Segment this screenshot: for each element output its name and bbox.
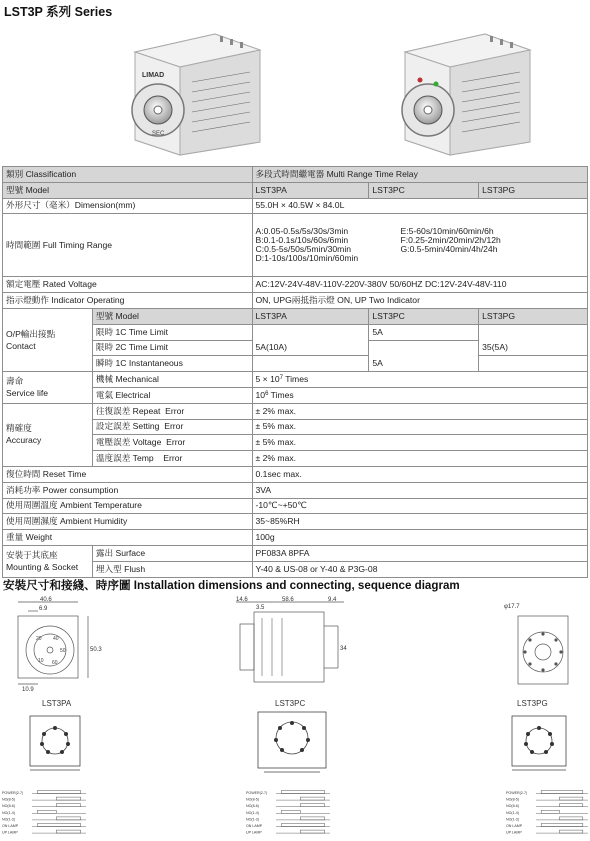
value-cell: 多段式時間繼電器 Multi Range Time Relay [252,167,588,183]
indicator-led-icon [434,82,439,87]
seq-pulse [37,810,56,813]
mech-value: 5 × 10 [255,374,280,385]
seq-row-label: NO(1-4) [506,810,519,815]
seq-row-label: NO(1-4) [246,810,259,815]
dim-width2: 6.9 [39,606,48,612]
front-dimension-drawing [8,596,118,692]
socket-dimension-drawing [500,600,580,690]
svg-text:20: 20 [36,636,42,642]
seq-pulse [37,791,80,794]
label-cell: 使用周圍濕度 Ambient Humidity [3,514,253,530]
mech-exp: 7 [279,375,283,382]
sequence-diagrams [0,786,590,840]
sec-label: SEC [152,131,165,137]
section-title: 安裝尺寸和接綫、時序圖 Installation dimensions and connecting, sequence diagram [3,579,460,592]
seq-row-label: UP LAMP [246,830,262,835]
seq-pulse [559,817,582,820]
op-label [3,308,93,371]
timing-b: B:0.1-0.1s/10s/60s/6min [255,235,349,246]
value-cell [369,340,479,356]
svg-text:50: 50 [60,648,66,654]
sub-label: 限時 1C Time Limit [92,324,252,340]
life-label-zh: 壽命 [6,375,24,386]
mounting-label [3,545,93,577]
dim-bottom: 10.9 [22,687,34,692]
seq-row-label: NO(1-3) [2,817,15,822]
model-cell: LST3PC [369,182,479,198]
seq-pulse [300,804,324,807]
seq-pulse [281,824,324,827]
side-dimension-drawing [232,596,350,692]
dim-width: 40.6 [40,597,52,603]
seq-row-label: NO(8-6) [246,804,259,809]
dim-dia: φ17.7 [504,604,520,610]
svg-text:60: 60 [52,660,58,666]
value-cell [252,387,588,403]
accuracy-label-en: Accuracy [6,435,42,446]
elec-exp: 6 [265,390,269,397]
brand-label: LIMAD [142,72,165,79]
seq-pulse [559,797,582,800]
label-cell: 消耗功率 Power consumption [3,482,253,498]
label-cell: 外形尺寸（毫米）Dimension(mm) [3,198,253,214]
seq-pulse [559,830,582,833]
table-row [3,498,588,514]
dim-d: 3.5 [256,605,265,611]
value-cell [252,372,588,388]
label-cell: 額定電壓 Rated Voltage [3,277,253,293]
seq-pulse [56,817,80,820]
label-cell: 類別 Classification [3,167,253,183]
seq-row-label: ON LAMP [2,824,19,828]
model-cell: LST3PC [369,308,479,324]
wiring-diagram-pc [254,708,330,776]
value-cell: -10℃~+50℃ [252,498,588,514]
seq-row-label: UP LAMP [2,830,18,835]
timing-a: A:0.05-0.5s/5s/30s/3min [255,226,349,237]
table-row [3,372,588,388]
value-cell: 55.0H × 40.5W × 84.0L [252,198,588,214]
label-cell: 復位時間 Reset Time [3,466,253,482]
value-cell: 5A(10A) [252,340,369,356]
sub-label: 露出 Surface [92,545,252,561]
sub-label: 型號 Model [92,308,252,324]
model-cell: LST3PA [252,182,369,198]
seq-row-label: NO(1-3) [506,817,519,822]
seq-row-label: NO(8-5) [246,797,259,802]
value-cell [252,324,369,340]
table-row [3,482,588,498]
value-cell: 35(5A) [479,340,588,356]
table-row [3,308,588,324]
seq-row-label: NO(8-6) [506,804,519,809]
table-row [3,466,588,482]
timing-c: C:0.5-5s/50s/5min/30min [255,244,352,255]
accuracy-label [3,403,93,466]
elec-value: 10 [255,389,266,400]
accuracy-label-zh: 精確度 [6,423,32,434]
svg-text:40: 40 [53,636,59,642]
table-row [3,214,588,277]
timing-e: E:5-60s/10min/60min/6h [400,226,494,237]
seq-row-label: ON LAMP [246,824,263,828]
seq-row-label: NO(8-5) [2,797,15,802]
seq-row-label: UP LAMP [506,830,522,835]
seq-pulse [541,824,583,827]
value-cell: ± 5% max. [252,419,588,435]
wiring-diagram-pa [24,710,86,776]
life-label-en: Service life [6,387,49,398]
label-cell: 使用周圍溫度 Ambient Temperature [3,498,253,514]
seq-row-label: NO(1-3) [246,817,259,822]
dim-b: 58.6 [282,597,294,603]
label-cell: 重量 Weight [3,530,253,546]
dim-height: 50.3 [90,647,102,653]
value-cell: 35~85%RH [252,514,588,530]
sub-label: 電氣 Electrical [92,387,252,403]
seq-pulse [300,817,324,820]
value-cell: PF083A 8PFA [252,545,588,561]
value-cell: ± 5% max. [252,435,588,451]
sub-label: 埋入型 Flush [92,561,252,577]
seq-row-label: ON LAMP [506,824,523,828]
seq-pulse [281,810,300,813]
model-cell: LST3PA [252,308,369,324]
spec-table [2,166,588,578]
seq-pulse [56,797,80,800]
table-row [3,514,588,530]
sub-label: 電壓誤差 Voltage Error [92,435,252,451]
wiring-label-pc: LST3PC [275,699,306,708]
op-label-en: Contact [6,340,36,351]
value-cell [479,356,588,372]
dim-h: 34 [340,646,347,652]
table-row [3,198,588,214]
seq-pulse [300,830,324,833]
value-cell: ± 2% max. [252,451,588,467]
seq-row-label: POWER(2-7) [506,791,528,795]
value-cell: AC:12V-24V-48V-110V-220V-380V 50/60HZ DC:12V-24V-48V-110 [252,277,588,293]
model-cell: LST3PG [479,182,588,198]
model-cell: LST3PG [479,308,588,324]
seq-row-label: NO(8-5) [506,797,519,802]
value-cell: Y-40 & US-08 or Y-40 & P3G-08 [252,561,588,577]
dim-c: 9.4 [328,597,337,603]
timing-f: F:0.25-2min/20min/2h/12h [400,235,501,246]
value-cell [252,356,369,372]
seq-pulse [541,810,559,813]
timing-g: G:0.5-5min/40min/4h/24h [400,244,498,255]
seq-row-label: NO(8-6) [2,804,15,809]
sub-label: 往復誤差 Repeat Error [92,403,252,419]
table-row [3,293,588,309]
seq-row-label: POWER(2-7) [2,791,24,795]
value-cell [479,324,588,340]
dim-a: 14.6 [236,597,248,603]
mounting-label-zh: 安裝于其底座 [6,549,58,560]
seq-row-label: NO(1-4) [2,810,15,815]
indicator-led-icon [418,78,423,83]
value-cell: 5A [369,324,479,340]
table-row [3,167,588,183]
label-cell: 型號 Model [3,182,253,198]
sub-label: 限時 2C Time Limit [92,340,252,356]
seq-pulse [56,830,80,833]
label-cell: 指示燈動作 Indicator Operating [3,293,253,309]
value-cell: 100g [252,530,588,546]
life-label [3,372,93,404]
value-cell: 0.1sec max. [252,466,588,482]
wiring-diagram-pg [506,710,572,776]
seq-pulse [541,791,583,794]
table-row [3,530,588,546]
timing-values [252,214,588,277]
wiring-label-pa: LST3PA [42,699,72,708]
seq-pulse [37,824,80,827]
seq-pulse [281,791,324,794]
seq-pulse [300,797,324,800]
sub-label: 溫度誤差 Temp Error [92,451,252,467]
value-cell: 5A [369,356,479,372]
seq-row-label: POWER(2-7) [246,791,268,795]
op-label-zh: O/P輸出接點 [6,328,56,339]
timing-d: D:1-10s/100s/10min/60min [255,253,359,264]
mech-unit: Times [282,374,309,385]
page-title: LST3P 系列 Series [4,5,113,19]
seq-pulse [56,804,80,807]
value-cell: 3VA [252,482,588,498]
value-cell: ON, UPG兩抵指示燈 ON, UP Two Indicator [252,293,588,309]
table-row [3,545,588,561]
relay-photo-lst3pa [120,22,270,157]
sub-label: 設定誤差 Setting Error [92,419,252,435]
table-row [3,403,588,419]
relay-photo-lst3pg [390,22,540,157]
seq-pulse [559,804,582,807]
elec-unit: Times [268,389,294,400]
svg-text:10: 10 [38,658,44,664]
label-cell: 時間範圍 Full Timing Range [3,214,253,277]
value-cell: ± 2% max. [252,403,588,419]
table-row [3,182,588,198]
wiring-label-pg: LST3PG [517,699,548,708]
mounting-label-en: Mounting & Socket [6,561,79,572]
sub-label: 瞬時 1C Instantaneous [92,356,252,372]
table-row [3,277,588,293]
sub-label: 機械 Mechanical [92,372,252,388]
